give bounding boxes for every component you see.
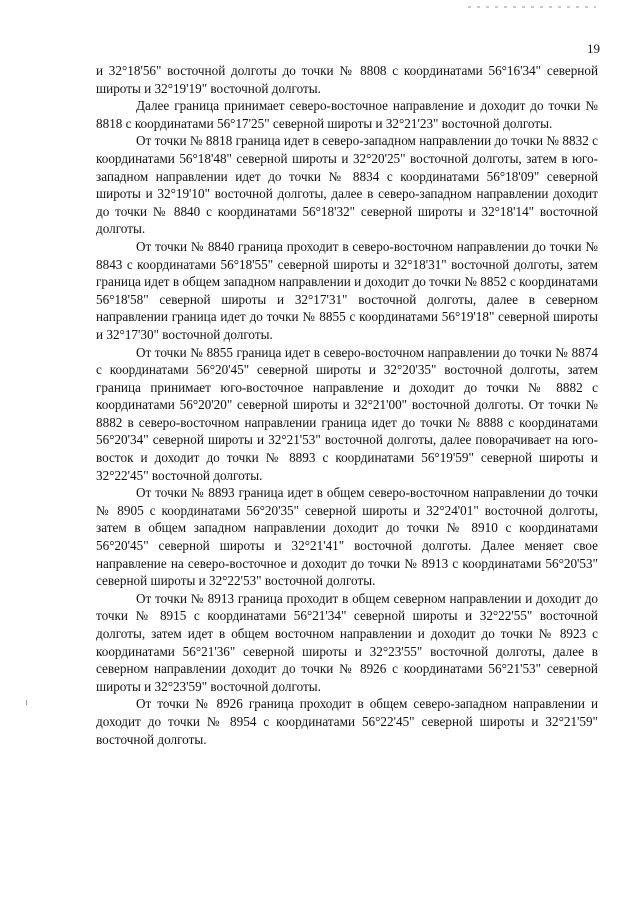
paragraph: От точки № 8818 граница идет в северо-западном направлении до точки № 8832 с координатами 56°18'48" северной широты и 32°20'25" восточной долготы, затем в юго-западном направлении идет до точки № 8834 с координатами 56°18'09" северной широты и 32°19'10" восточной долготы, далее в северо-западном направлении доходит до точки № 8840 с координатами 56°18'32" северной широты и 32°18'14" восточной долготы. [96, 133, 598, 237]
page-number: 19 [587, 41, 600, 56]
scan-artifact [468, 6, 596, 8]
paragraph: От точки № 8893 граница идет в общем северо-восточном направлении до точки № 8905 с координатами 56°20'35" северной широты и 32°24'01" восточной долготы, затем в общем западном направлении доходит до точки № 8910 с координатами 56°20'45" северной широты и 32°21'41" восточной долготы. Далее меняет свое направление на северо-восточное и доходит до точки № 8913 с координатами 56°20'53" северной широты и 32°22'53" восточной долготы. [96, 485, 598, 589]
paragraph: От точки № 8926 граница проходит в общем северо-западном направлении и доходит до точки № 8954 с координатами 56°22'45" северной широты и 32°21'59" восточной долготы. [96, 696, 598, 747]
paragraph: От точки № 8913 граница проходит в общем северном направлении и доходит до точки № 8915 с координатами 56°21'34" северной широты и 32°22'55" восточной долготы, затем идет в общем восточном направлении и доходит до точки № 8923 с координатами 56°21'36" северной широты и 32°23'55" восточной долготы, далее в северном направлении доходит до точки № 8926 с координатами 56°21'53" северной широты и 32°23'59" восточной долготы. [96, 590, 598, 694]
paragraph-continuation: и 32°18'56" восточной долготы до точки № 8808 с координатами 56°16'34" северной широты и 32°19'19" восточной долготы. [96, 63, 598, 96]
paragraph: От точки № 8855 граница идет в северо-восточном направлении до точки № 8874 с координатами 56°20'45" северной широты и 32°20'35" восточной долготы, затем граница принимает юго-восточное направление и доходит до точки № 8882 с координатами 56°20'20" северной широты и 32°21'00" восточной долготы. От точки № 8882 в северо-восточном направлении граница идет до точки № 8888 с координатами 56°20'34" северной широты и 32°21'53" восточной долготы, далее поворачивает на юго-восток и доходит до точки № 8893 с координатами 56°19'59" северной широты и 32°22'45" восточной долготы. [96, 344, 598, 483]
paragraph: Далее граница принимает северо-восточное направление и доходит до точки № 8818 с координатами 56°17'25" северной широты и 32°21'23" восточной долготы. [96, 98, 598, 131]
document-body [96, 62, 598, 748]
margin-mark [26, 700, 27, 705]
paragraph: От точки № 8840 граница проходит в северо-восточном направлении до точки № 8843 с координатами 56°18'55" северной широты и 32°18'31" восточной долготы, затем граница идет в общем западном направлении и доходит до точки № 8852 с координатами 56°18'58" северной широты и 32°17'31" восточной долготы, далее в северном направлении граница идет до точки № 8855 с координатами 56°19'18" северной широты и 32°17'30" восточной долготы. [96, 238, 598, 342]
